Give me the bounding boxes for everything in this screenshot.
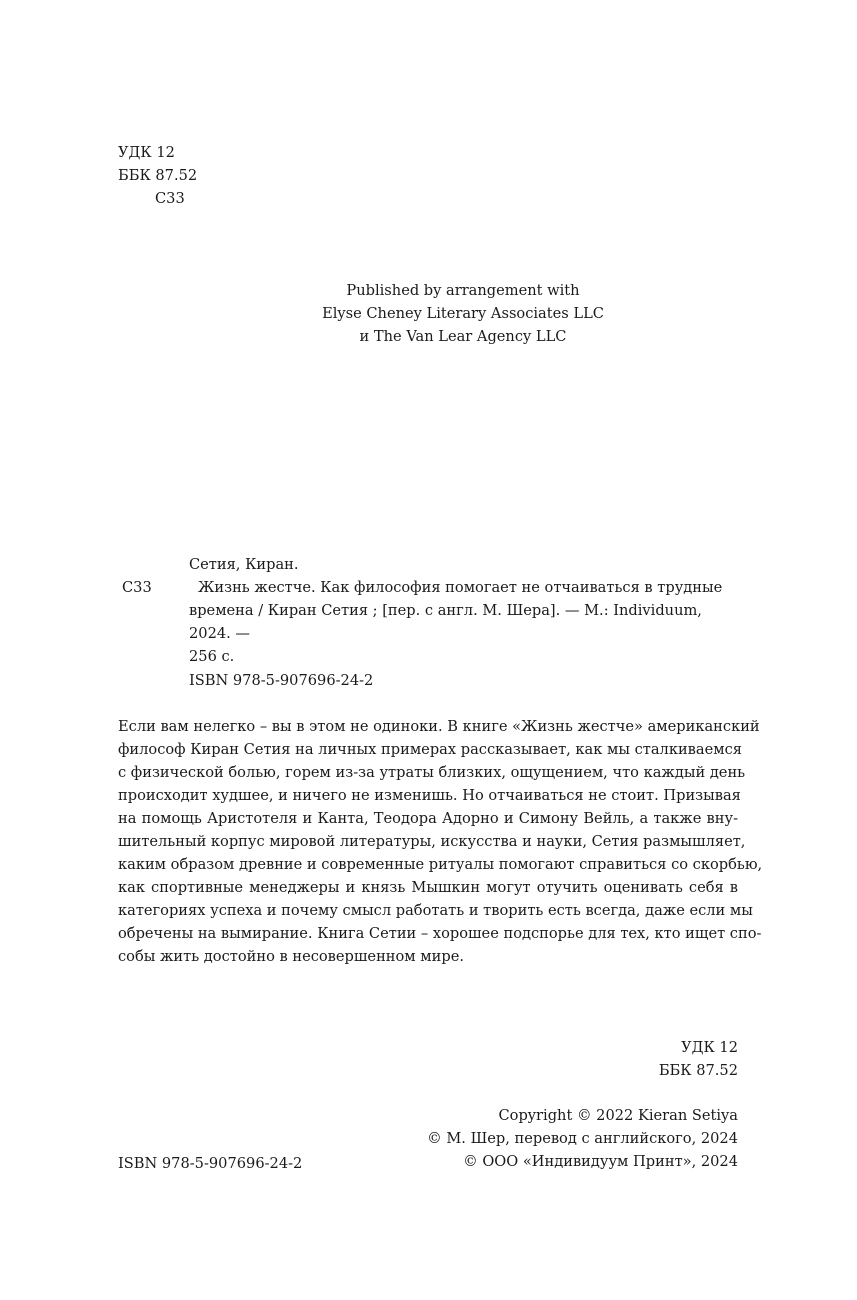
annotation-line: категориях успеха и почему смысл работать и творить есть всегда, даже если мы bbox=[118, 902, 753, 919]
annotation-line: обречены на вымирание. Книга Сетии – хорошее подспорье для тех, кто ищет спо- bbox=[118, 925, 762, 942]
publishing-arrangement bbox=[250, 279, 676, 348]
bbk-code-top: ББК 87.52 bbox=[118, 167, 198, 184]
annotation-line: с физической болью, горем из-за утраты близких, ощущением, что каждый день bbox=[118, 764, 746, 781]
arrangement-line: Published by arrangement with bbox=[346, 282, 580, 299]
copyright-line: © ООО «Индивидуум Принт», 2024 bbox=[463, 1153, 738, 1170]
annotation-line: как спортивные менеджеры и князь Мышкин могут отучить оценивать себя в bbox=[118, 879, 738, 896]
udk-code-top: УДК 12 bbox=[118, 144, 175, 161]
arrangement-line: и The Van Lear Agency LLC bbox=[359, 328, 567, 345]
copyright-line: Copyright © 2022 Kieran Setiya bbox=[498, 1107, 738, 1124]
catalog-description-line: 256 с. bbox=[189, 648, 235, 665]
arrangement-line: Elyse Cheney Literary Associates LLC bbox=[322, 305, 604, 322]
isbn-bottom: ISBN 978-5-907696-24-2 bbox=[118, 1155, 303, 1172]
annotation-line: каким образом древние и современные ритуалы помогают справиться со скорбью, bbox=[118, 856, 763, 873]
annotation-line: философ Киран Сетия на личных примерах рассказывает, как мы сталкиваемся bbox=[118, 741, 742, 758]
catalog-isbn: ISBN 978-5-907696-24-2 bbox=[189, 672, 374, 689]
copyright-block bbox=[427, 1104, 738, 1173]
udk-code-bottom: УДК 12 bbox=[681, 1039, 738, 1056]
catalog-author: Сетия, Киран. bbox=[189, 556, 299, 573]
catalog-description bbox=[189, 576, 738, 668]
annotation-line: на помощь Аристотеля и Канта, Теодора Адорно и Симону Вейль, а также вну- bbox=[118, 810, 738, 827]
catalog-author-sign: С33 bbox=[122, 579, 152, 596]
bbk-code-bottom: ББК 87.52 bbox=[658, 1062, 738, 1079]
annotation-line: происходит худшее, и ничего не изменишь. Но отчаиваться не стоит. Призывая bbox=[118, 787, 741, 804]
author-sign-top: С33 bbox=[155, 190, 185, 207]
catalog-description-line: времена / Киран Сетия ; [пер. с англ. М. Шера]. — М.: Individuum, 2024. — bbox=[189, 602, 702, 642]
annotation-line: Если вам нелегко – вы в этом не одиноки. В книге «Жизнь жестче» американский bbox=[118, 718, 760, 735]
copyright-line: © М. Шер, перевод с английского, 2024 bbox=[427, 1130, 738, 1147]
annotation bbox=[118, 715, 763, 968]
catalog-description-line: Жизнь жестче. Как философия помогает не отчаиваться в трудные bbox=[198, 579, 723, 596]
annotation-line: шительный корпус мировой литературы, искусства и науки, Сетия размышляет, bbox=[118, 833, 746, 850]
annotation-line: собы жить достойно в несовершенном мире. bbox=[118, 948, 464, 965]
